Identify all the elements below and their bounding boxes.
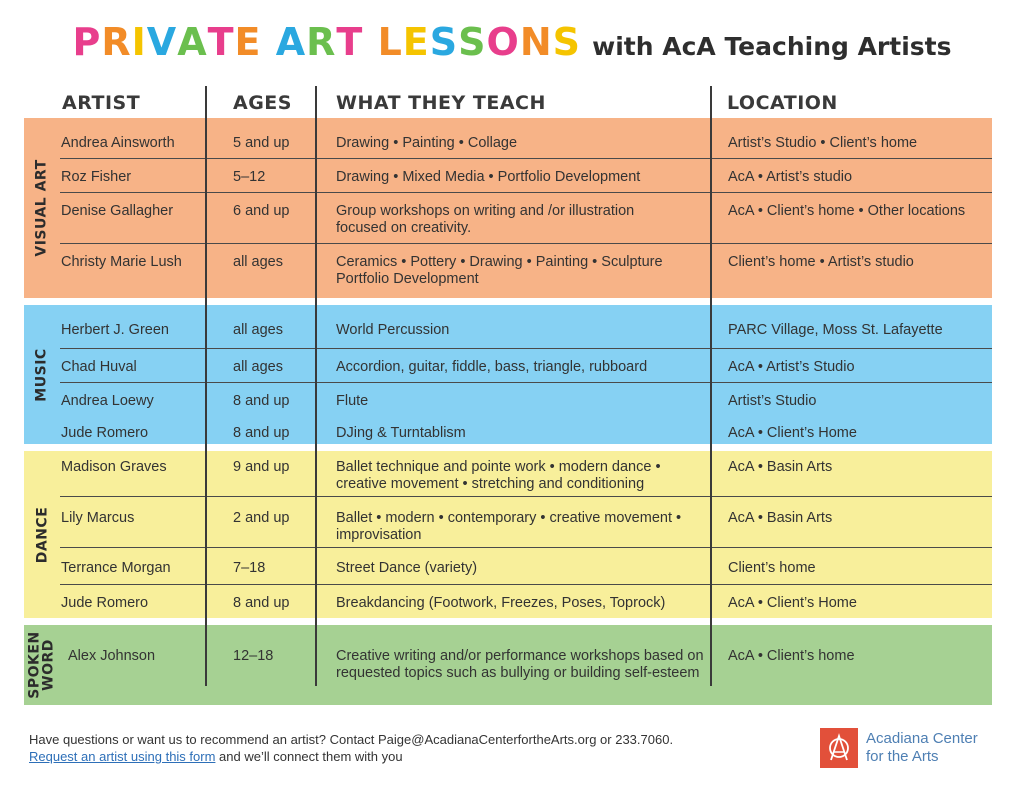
title-letter: S — [552, 20, 582, 64]
artist-teaches: Street Dance (variety) — [336, 560, 478, 576]
artist-name: Jude Romero — [61, 595, 149, 611]
aca-logo — [820, 728, 1000, 772]
section-music — [24, 305, 992, 444]
artist-location: Artist’s Studio — [728, 393, 817, 409]
title-letter: S — [458, 20, 487, 64]
artist-teaches: Group workshops on writing and /or illustration focused on creativity. — [336, 203, 635, 236]
artist-ages: 6 and up — [233, 203, 290, 219]
artist-ages: 9 and up — [233, 459, 290, 475]
artist-teaches: Ballet • modern • contemporary • creative movement • improvisation — [336, 510, 682, 543]
artist-name: Alex Johnson — [68, 648, 156, 664]
page-title — [0, 20, 1024, 64]
title-letter: O — [486, 20, 520, 64]
table-row — [24, 193, 992, 244]
artist-location: AcA • Artist’s studio — [728, 169, 853, 185]
table-row — [24, 625, 992, 705]
artist-ages: 2 and up — [233, 510, 290, 526]
table-row — [24, 548, 992, 585]
artist-location: AcA • Client’s home • Other locations — [728, 203, 966, 219]
request-artist-link[interactable]: Request an artist using this form — [29, 749, 216, 764]
artist-teaches: Ceramics • Pottery • Drawing • Painting • Sculpture Portfolio Development — [336, 254, 663, 287]
artist-ages: all ages — [233, 254, 283, 270]
column-divider — [315, 86, 317, 686]
section-dance — [24, 451, 992, 618]
artist-location: AcA • Client’s Home — [728, 595, 857, 611]
header-artist: ARTIST — [62, 92, 141, 114]
artist-name: Lily Marcus — [61, 510, 135, 526]
title-main — [73, 20, 582, 64]
title-letter: E — [234, 20, 262, 64]
column-divider — [710, 86, 712, 686]
title-letter: E — [402, 20, 430, 64]
artist-name: Christy Marie Lush — [61, 254, 182, 270]
title-letter: R — [101, 20, 132, 64]
section-label: SPOKEN WORD — [27, 631, 57, 699]
artist-name: Roz Fisher — [61, 169, 132, 185]
artist-name: Madison Graves — [61, 459, 167, 475]
artist-name: Herbert J. Green — [61, 322, 169, 338]
aca-logo-icon — [820, 728, 858, 768]
artist-teaches: Creative writing and/or performance workshops based on requested topics such as bullying or building self-esteem — [336, 648, 704, 681]
artist-name: Denise Gallagher — [61, 203, 174, 219]
artist-name: Terrance Morgan — [61, 560, 171, 576]
section-visual-art — [24, 118, 992, 298]
header-what: WHAT THEY TEACH — [336, 92, 546, 114]
footer-contact: Have questions or want us to recommend an artist? Contact Paige@AcadianaCenterfortheArts.org or 233.7060. — [29, 732, 674, 747]
header-location: LOCATION — [727, 92, 838, 114]
artist-teaches: World Percussion — [336, 322, 450, 338]
table-row — [24, 451, 992, 497]
table-row — [24, 244, 992, 298]
artist-location: AcA • Client’s home — [728, 648, 855, 664]
artist-ages: 8 and up — [233, 425, 290, 441]
artist-location: AcA • Client’s Home — [728, 425, 857, 441]
footer-connect-text: and we’ll connect them with you — [215, 749, 403, 764]
artist-teaches: DJing & Turntablism — [336, 425, 466, 441]
title-subtitle: with AcA Teaching Artists — [592, 32, 952, 61]
artist-location: PARC Village, Moss St. Lafayette — [728, 322, 943, 338]
logo-line1: Acadiana Center — [866, 730, 978, 747]
table-row — [24, 383, 992, 417]
title-letter: I — [131, 20, 147, 64]
title-letter: T — [207, 20, 235, 64]
title-letter: A — [275, 20, 307, 64]
artist-name: Andrea Ainsworth — [61, 135, 175, 151]
title-letter: R — [306, 20, 337, 64]
section-label: DANCE — [34, 506, 51, 563]
artist-location: Client’s home • Artist’s studio — [728, 254, 914, 270]
column-divider — [205, 86, 207, 686]
logo-line2: for the Arts — [866, 748, 939, 765]
artist-location: AcA • Artist’s Studio — [728, 359, 855, 375]
artist-ages: 5–12 — [233, 169, 266, 185]
artist-name: Chad Huval — [61, 359, 137, 375]
artist-ages: all ages — [233, 359, 283, 375]
artist-location: Artist’s Studio • Client’s home — [728, 135, 918, 151]
title-letter: T — [336, 20, 364, 64]
title-letter: S — [429, 20, 459, 64]
header-ages: AGES — [233, 92, 292, 114]
artist-teaches: Drawing • Mixed Media • Portfolio Development — [336, 169, 641, 185]
artist-teaches: Breakdancing (Footwork, Freezes, Poses, Toprock) — [336, 595, 666, 611]
artist-ages: 8 and up — [233, 595, 290, 611]
artist-teaches: Drawing • Painting • Collage — [336, 135, 518, 151]
artist-ages: all ages — [233, 322, 283, 338]
artist-location: AcA • Basin Arts — [728, 459, 833, 475]
artist-ages: 7–18 — [233, 560, 266, 576]
section-label: VISUAL ART — [34, 159, 51, 257]
section-spoken-word — [24, 625, 992, 705]
table-row — [24, 349, 992, 383]
artist-teaches: Accordion, guitar, fiddle, bass, triangle, rubboard — [336, 359, 648, 375]
table-row — [24, 118, 992, 159]
table-row — [24, 585, 992, 618]
artist-teaches: Ballet technique and pointe work • modern dance • creative movement • stretching and conditioning — [336, 459, 661, 492]
table-row — [24, 497, 992, 548]
artist-name: Jude Romero — [61, 425, 149, 441]
title-letter — [262, 20, 276, 64]
title-letter: L — [377, 20, 403, 64]
title-letter: P — [72, 20, 102, 64]
title-letter — [363, 20, 377, 64]
artist-ages: 12–18 — [233, 648, 274, 664]
artist-ages: 5 and up — [233, 135, 290, 151]
table-row — [24, 159, 992, 193]
artist-ages: 8 and up — [233, 393, 290, 409]
footer-text — [29, 731, 673, 765]
artist-location: Client’s home — [728, 560, 816, 576]
section-label: MUSIC — [34, 347, 50, 402]
table-row — [24, 305, 992, 349]
artist-teaches: Flute — [336, 393, 369, 409]
artist-location: AcA • Basin Arts — [728, 510, 833, 526]
column-headers — [0, 92, 1024, 118]
title-letter: N — [519, 20, 553, 64]
title-letter: A — [177, 20, 208, 64]
table-row — [24, 417, 992, 444]
artist-name: Andrea Loewy — [61, 393, 154, 409]
title-letter: V — [146, 20, 178, 64]
